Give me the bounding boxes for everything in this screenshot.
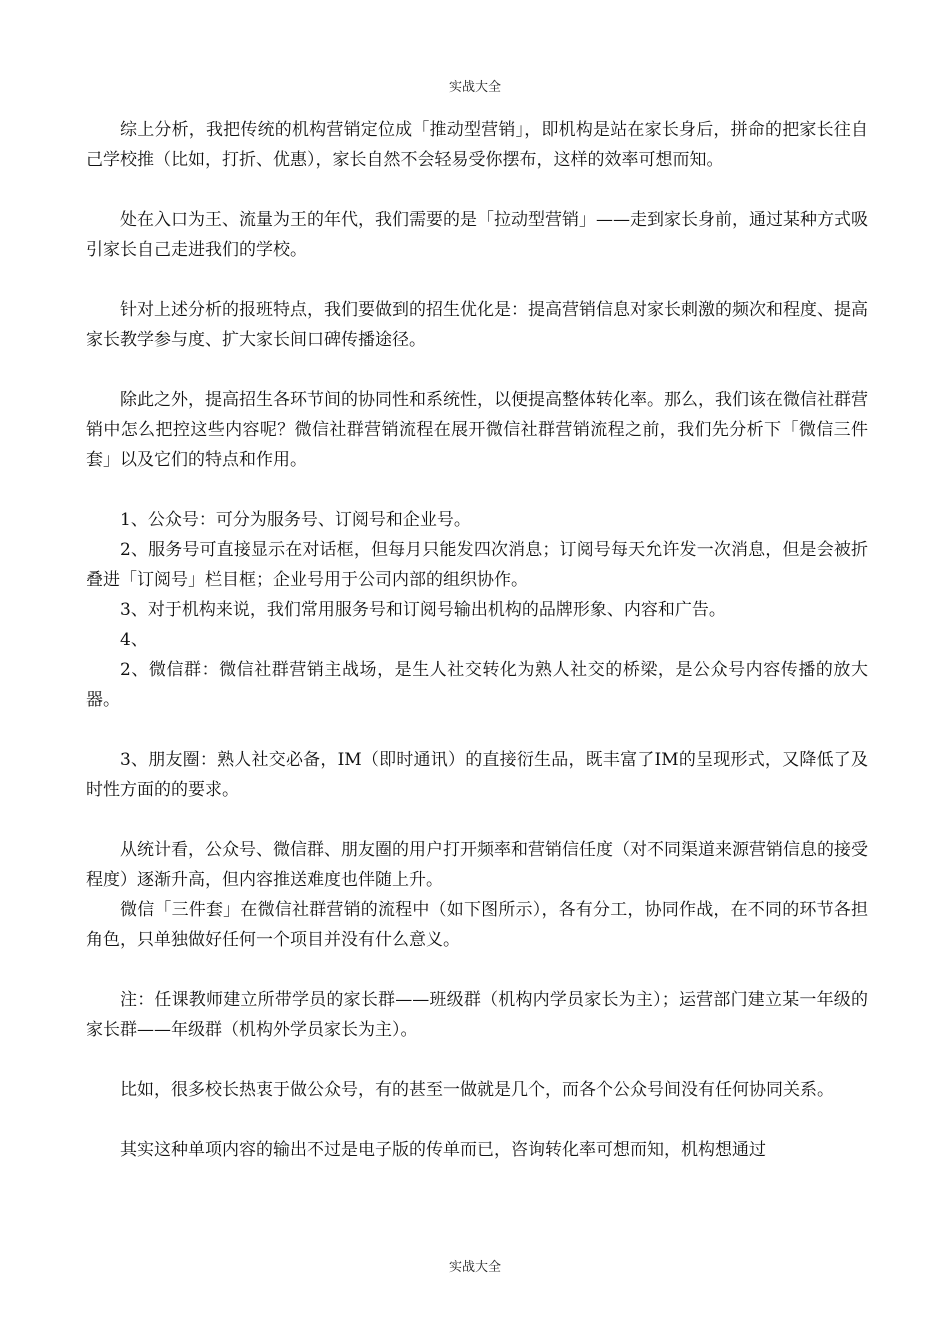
paragraph-example: 比如，很多校长热衷于做公众号，有的甚至一做就是几个，而各个公众号间没有任何协同关系。 (120, 1080, 834, 1100)
paragraph-pull-marketing: 处在入口为王、流量为王的年代，我们需要的是「拉动型营销」——走到家长身前，通过某种方式吸引家长自己走进我们的学校。 (86, 210, 868, 260)
page-footer: 实战大全 (448, 1260, 501, 1275)
paragraph-wechat-trio-intro: 除此之外，提高招生各环节间的协同性和系统性，以便提高整体转化率。那么，我们该在微信社群营销中怎么把控这些内容呢？微信社群营销流程在展开微信社群营销流程之前，我们先分析下「微信三件套」以及它们的特点和作用。 (86, 390, 868, 470)
list-item-brand-output: 3、对于机构来说，我们常用服务号和订阅号输出机构的品牌形象、内容和广告。 (120, 600, 726, 620)
list-item-official-account: 1、公众号：可分为服务号、订阅号和企业号。 (120, 510, 471, 530)
paragraph-enrollment-optimization: 针对上述分析的报班特点，我们要做到的招生优化是：提高营销信息对家长刺激的频次和程度、提高家长教学参与度、扩大家长间口碑传播途径。 (86, 300, 868, 350)
list-item-service-account: 2、服务号可直接显示在对话框，但每月只能发四次消息；订阅号每天允许发一次消息，但是会被折叠进「订阅号」栏目框；企业号用于公司内部的组织协作。 (86, 540, 868, 590)
document-body (86, 115, 868, 1165)
list-item-wechat-group: 2、微信群：微信社群营销主战场，是生人社交转化为熟人社交的桥梁，是公众号内容传播的放大器。 (86, 660, 868, 710)
list-item-moments: 3、朋友圈：熟人社交必备，IM（即时通讯）的直接衍生品，既丰富了IM的呈现形式，又降低了及时性方面的的要求。 (86, 750, 868, 800)
paragraph-trio-roles: 微信「三件套」在微信社群营销的流程中（如下图所示），各有分工，协同作战，在不同的环节各担角色，只单独做好任何一个项目并没有什么意义。 (86, 900, 868, 950)
paragraph-conclusion: 其实这种单项内容的输出不过是电子版的传单而已，咨询转化率可想而知，机构想通过 (120, 1140, 766, 1160)
paragraph-statistics: 从统计看，公众号、微信群、朋友圈的用户打开频率和营销信任度（对不同渠道来源营销信息的接受程度）逐渐升高，但内容推送难度也伴随上升。 (86, 840, 868, 890)
paragraph-push-marketing: 综上分析，我把传统的机构营销定位成「推动型营销」，即机构是站在家长身后，拼命的把家长往自己学校推（比如，打折、优惠），家长自然不会轻易受你摆布，这样的效率可想而知。 (86, 120, 868, 170)
paragraph-note: 注：任课教师建立所带学员的家长群——班级群（机构内学员家长为主）；运营部门建立某一年级的家长群——年级群（机构外学员家长为主）。 (86, 990, 868, 1040)
list-item-empty: 4、 (120, 630, 148, 650)
page-header: 实战大全 (448, 80, 501, 95)
